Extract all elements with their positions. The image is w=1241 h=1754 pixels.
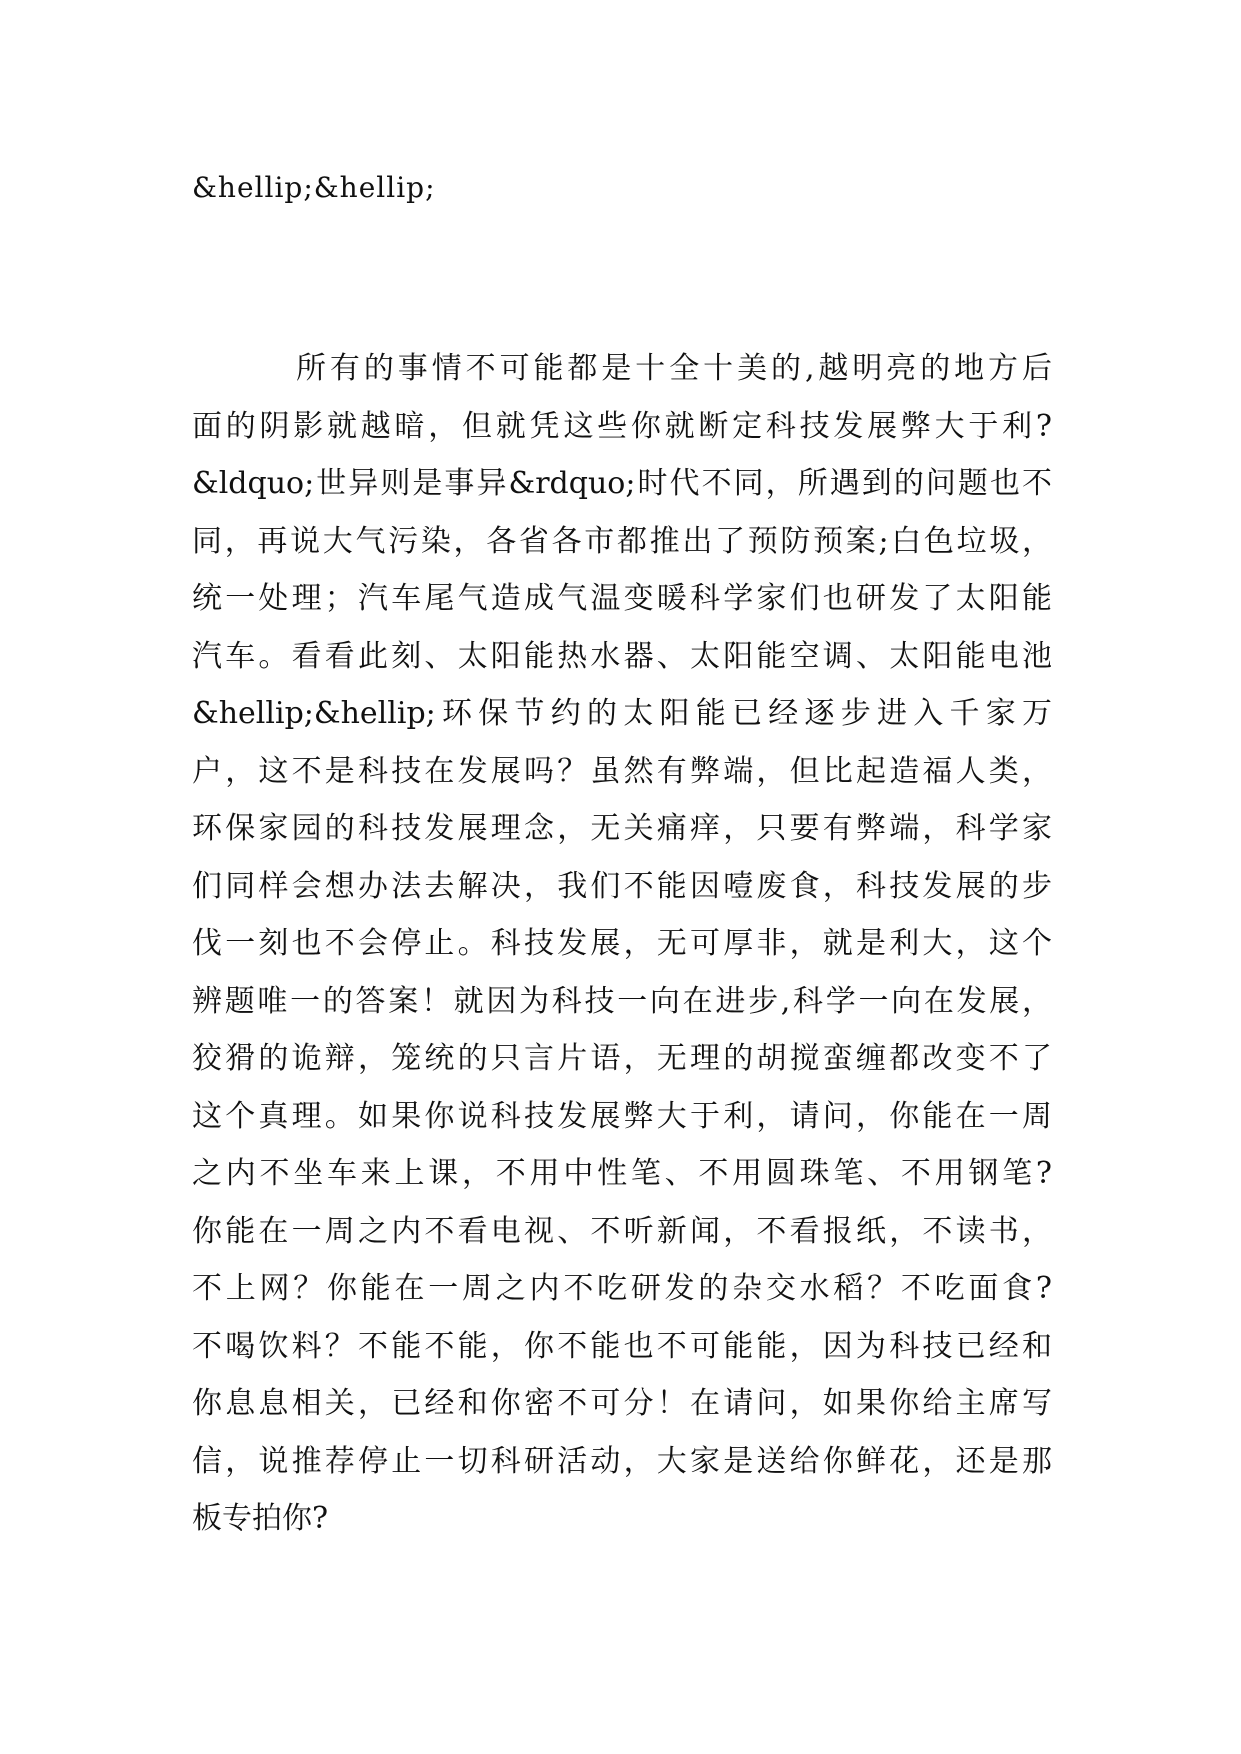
paragraph-line: 们同样会想办法去解决，我们不能因噎废食，科技发展的步	[192, 868, 1052, 904]
paragraph-line: 不上网？你能在一周之内不吃研发的杂交水稻？不吃面食?	[192, 1271, 1052, 1306]
paragraph-line: 不喝饮料？不能不能，你不能也不可能能，因为科技已经和	[192, 1328, 1052, 1364]
paragraph-line: 同，再说大气污染，各省各市都推出了预防预案;白色垃圾，	[192, 523, 1052, 559]
paragraph-line: 环保家园的科技发展理念，无关痛痒，只要有弊端，科学家	[192, 811, 1052, 846]
paragraph-line: 辨题唯一的答案！就因为科技一向在进步,科学一向在发展，	[192, 983, 1052, 1019]
paragraph-line: 汽车。看看此刻、太阳能热水器、太阳能空调、太阳能电池	[192, 638, 1052, 674]
paragraph-line: &ldquo;世异则是事异&rdquo;时代不同，所遇到的问题也不	[192, 466, 1052, 501]
paragraph-line: &hellip;&hellip;环保节约的太阳能已经逐步进入千家万	[192, 696, 1052, 731]
paragraph-line: 信，说推荐停止一切科研活动，大家是送给你鲜花，还是那	[192, 1443, 1052, 1479]
paragraph-line: 伐一刻也不会停止。科技发展，无可厚非，就是利大，这个	[192, 926, 1052, 961]
body-paragraph	[192, 340, 1052, 1548]
paragraph-line: 之内不坐车来上课，不用中性笔、不用圆珠笔、不用钢笔?	[192, 1156, 1052, 1191]
ellipsis-line: &hellip;&hellip;	[192, 171, 436, 204]
paragraph-line: 面的阴影就越暗，但就凭这些你就断定科技发展弊大于利?	[192, 408, 1052, 444]
paragraph-line: 你能在一周之内不看电视、不听新闻，不看报纸，不读书，	[192, 1213, 1052, 1249]
paragraph-line: 统一处理；汽车尾气造成气温变暖科学家们也研发了太阳能	[192, 581, 1052, 616]
paragraph-line: 你息息相关，已经和你密不可分！在请问，如果你给主席写	[192, 1386, 1052, 1421]
paragraph-line: 所有的事情不可能都是十全十美的,越明亮的地方后	[296, 351, 1052, 386]
paragraph-line: 狡猾的诡辩，笼统的只言片语，无理的胡搅蛮缠都改变不了	[192, 1041, 1052, 1076]
paragraph-line: 板专拍你?	[192, 1501, 329, 1536]
paragraph-line: 这个真理。如果你说科技发展弊大于利，请问，你能在一周	[192, 1098, 1052, 1134]
paragraph-line: 户，这不是科技在发展吗？虽然有弊端，但比起造福人类，	[192, 753, 1052, 789]
